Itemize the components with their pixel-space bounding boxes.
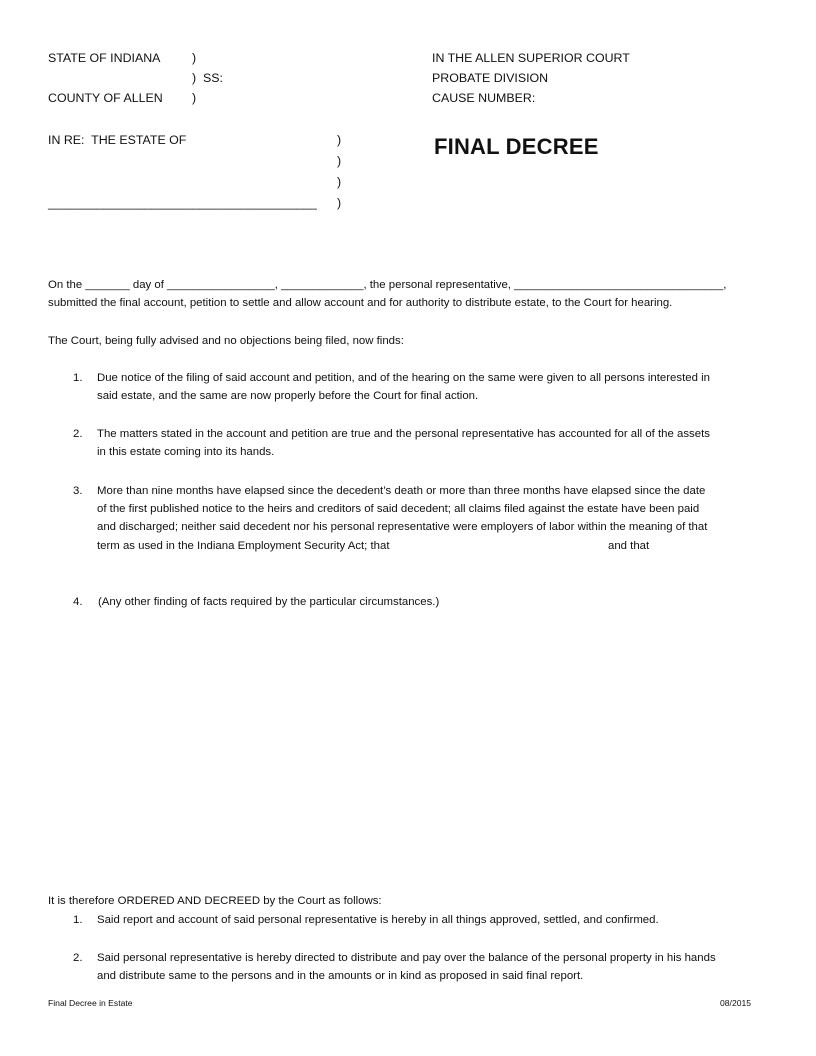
document-title: FINAL DECREE — [434, 134, 599, 159]
caption-paren: ) — [337, 196, 342, 210]
footer-left: Final Decree in Estate — [48, 998, 133, 1008]
header-paren: ) — [192, 91, 197, 105]
caption-paren: ) — [337, 133, 342, 147]
footer-right: 08/2015 — [720, 998, 752, 1008]
finding-number: 3. — [73, 485, 83, 497]
finding-2-line: The matters stated in the account and petition are true and the personal representative has accounted for all of the assets — [97, 428, 710, 440]
finding-number: 1. — [73, 372, 83, 384]
in-re-label: IN RE: THE ESTATE OF — [48, 133, 187, 147]
order-number: 2. — [73, 952, 83, 964]
finding-3-line: term as used in the Indiana Employment Security Act; that — [97, 540, 390, 552]
finding-number: 2. — [73, 428, 83, 440]
finding-4-line: (Any other finding of facts required by the particular circumstances.) — [98, 596, 440, 608]
findings-intro: The Court, being fully advised and no objections being filed, now finds: — [48, 335, 404, 347]
finding-1-line: Due notice of the filing of said account and petition, and of the hearing on the same were given to all persons interested in — [97, 372, 710, 384]
finding-3-line: More than nine months have elapsed since the decedent’s death or more than three months have elapsed since the date — [97, 485, 706, 497]
caption-paren: ) — [337, 175, 342, 189]
finding-3-line: of the first published notice to the heirs and creditors of said decedent; all claims filed against the estate have been paid — [97, 503, 700, 515]
order-number: 1. — [73, 914, 83, 926]
order-2-line: and distribute same to the persons and in the amounts or in kind as proposed in said final report. — [97, 970, 584, 982]
finding-1-line: said estate, and the same are now properly before the Court for final action. — [97, 390, 479, 402]
finding-number: 4. — [73, 596, 83, 608]
county-label: COUNTY OF ALLEN — [48, 91, 163, 105]
finding-2-line: in this estate coming into its hands. — [97, 446, 275, 458]
finding-3-line: and discharged; neither said decedent nor his personal representative were employers of labor within the meaning of that — [97, 521, 708, 533]
intro-line-1: On the _______ day of _________________, _____________, the personal representative, _________________________________, — [48, 279, 727, 291]
order-1-line: Said report and account of said personal representative is hereby in all things approved, settled, and confirmed. — [97, 914, 659, 926]
court-division: PROBATE DIVISION — [432, 71, 549, 85]
caption-paren: ) — [337, 154, 342, 168]
order-intro: It is therefore ORDERED AND DECREED by the Court as follows: — [48, 895, 382, 907]
estate-name-line: _______________________________________ — [48, 196, 317, 210]
cause-number-label: CAUSE NUMBER: — [432, 91, 536, 105]
order-2-line: Said personal representative is hereby directed to distribute and pay over the balance of the personal property in his hands — [97, 952, 716, 964]
finding-3-trailing: and that — [608, 540, 650, 552]
court-name: IN THE ALLEN SUPERIOR COURT — [432, 51, 630, 65]
header-paren: ) — [192, 51, 197, 65]
ss-label: ) SS: — [192, 71, 223, 85]
state-label: STATE OF INDIANA — [48, 51, 161, 65]
intro-line-2: submitted the final account, petition to settle and allow account and for authority to distribute estate, to the Court for hearing. — [48, 297, 673, 309]
